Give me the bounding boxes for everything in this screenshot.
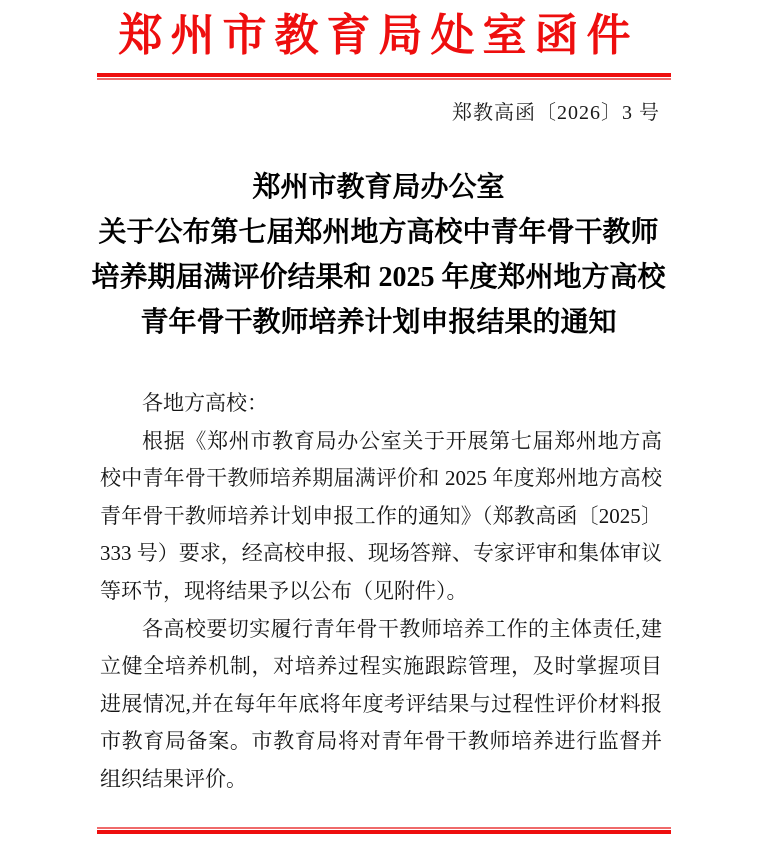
document-number: 郑教高函〔2026〕3 号 [452,102,660,124]
document-body [100,385,662,799]
title-line-1: 郑州市教育局办公室 [252,172,505,203]
document-title [0,165,757,345]
header-double-rule [97,73,671,80]
footer-double-rule [97,827,671,834]
title-line-3: 培养期届满评价结果和 2025 年度郑州地方高校 [91,262,666,293]
letterhead-title: 郑州市教育局处室函件 [118,11,639,60]
salutation: 各地方高校： [142,391,268,415]
body-paragraph-2: 各高校要切实履行青年骨干教师培养工作的主体责任,建立健全培养机制，对培养过程实施跟踪管理，及时掌握项目进展情况,并在每年年底将年度考评结果与过程性评价材料报市教育局备案。市教育局将对青年骨干教师培养进行监督并组织结果评价。 [100,616,662,791]
title-line-2: 关于公布第七届郑州地方高校中青年骨干教师 [98,217,659,248]
body-paragraph-1: 根据《郑州市教育局办公室关于开展第七届郑州地方高校中青年骨干教师培养期届满评价和 2025 年度郑州地方高校青年骨干教师培养计划申报工作的通知》（郑教高函〔2025〕333 号）要求，经高校申报、现场答辩、专家评审和集体审议等环节，现将结果予以公布（见附件）。 [100,428,662,603]
title-line-4: 青年骨干教师培养计划申报结果的通知 [140,307,617,338]
